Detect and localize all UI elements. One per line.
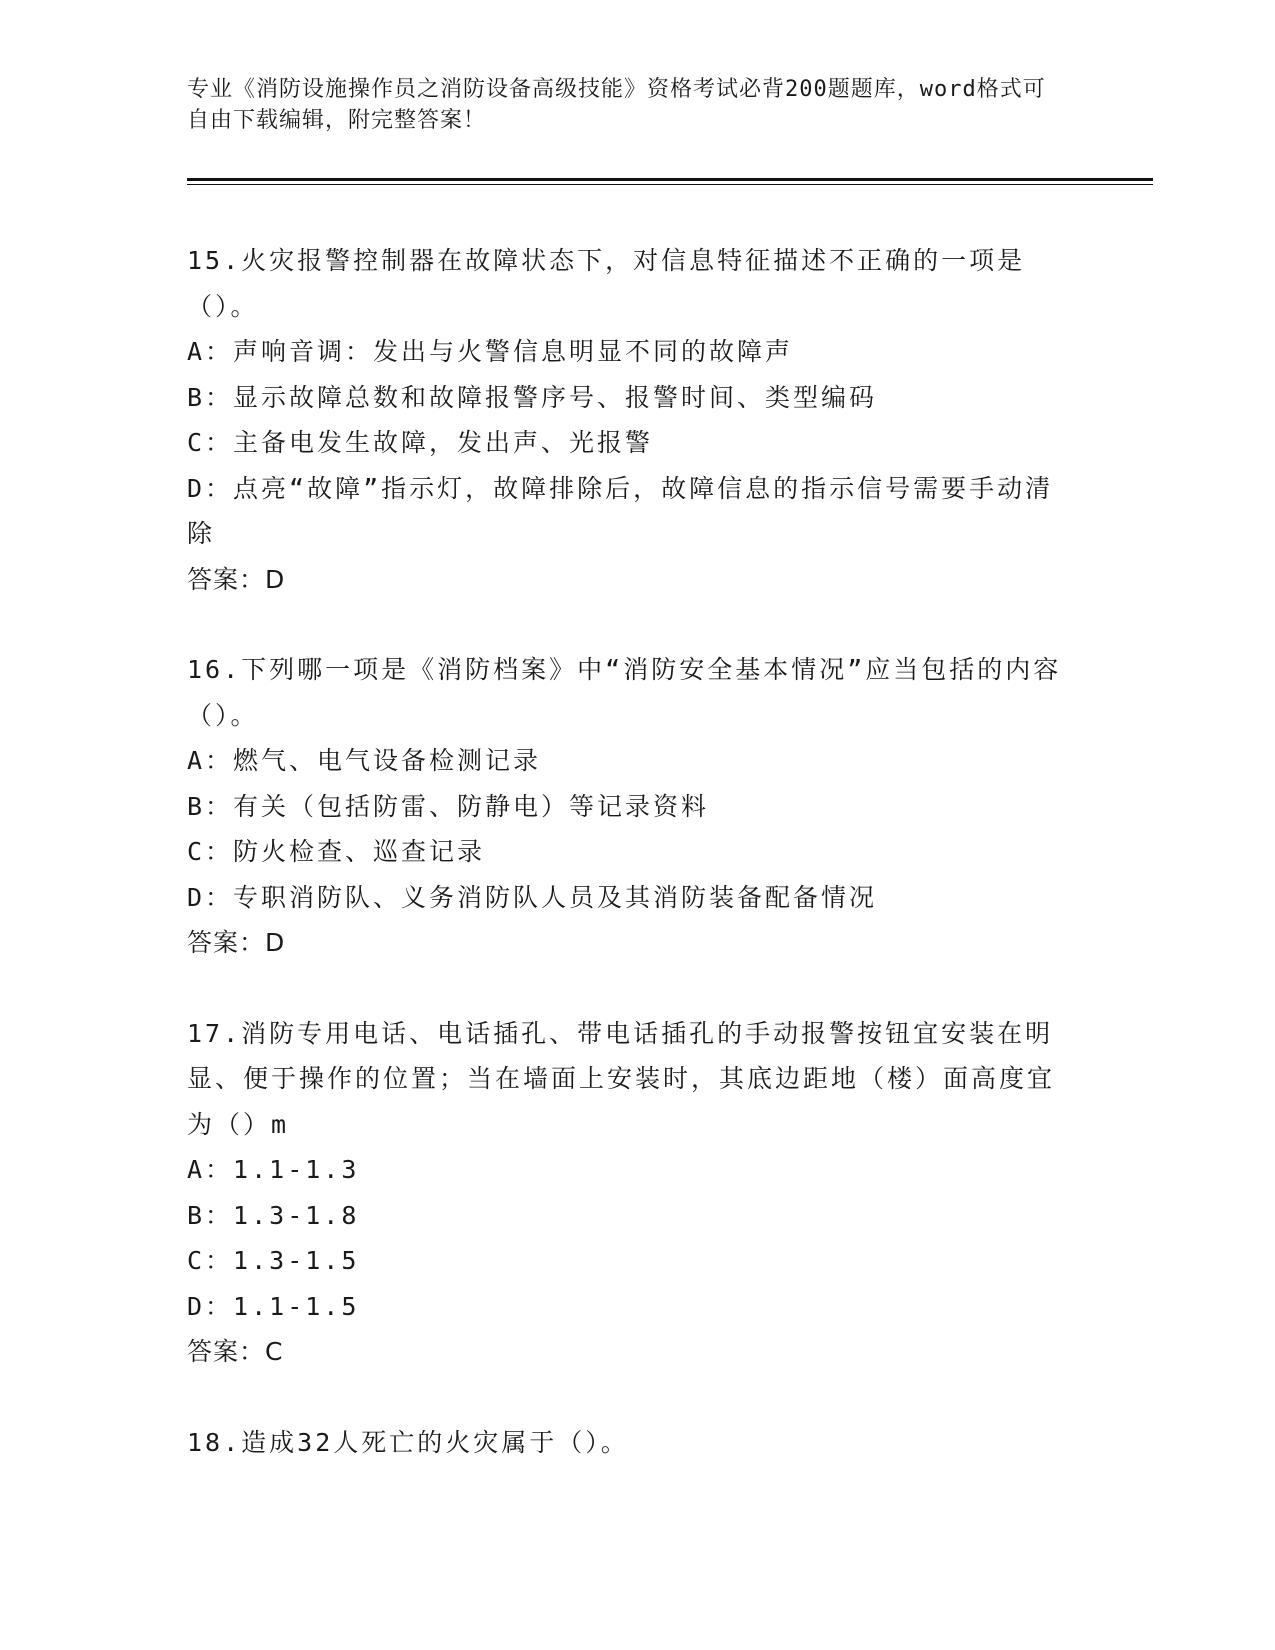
option-d: D：1.1-1.5 — [187, 1291, 360, 1321]
question-text: 16.下列哪一项是《消防档案》中“消防安全基本情况”应当包括的内容（）。 — [187, 655, 1062, 730]
question-15 — [187, 238, 1077, 602]
header-divider-thick — [187, 178, 1153, 181]
question-text: 15.火灾报警控制器在故障状态下，对信息特征描述不正确的一项是（）。 — [187, 246, 1026, 321]
option-b: B：有关（包括防雷、防静电）等记录资料 — [187, 791, 710, 821]
document-header: 专业《消防设施操作员之消防设备高级技能》资格考试必背200题题库，word格式可自由下载编辑，附完整答案！ — [187, 77, 1046, 133]
question-text: 18.造成32人死亡的火灾属于（）。 — [187, 1427, 629, 1457]
question-text: 17.消防专用电话、电话插孔、带电话插孔的手动报警按钮宜安装在明显、便于操作的位置；当在墙面上安装时，其底边距地（楼）面高度宜为（）m — [187, 1018, 1056, 1139]
question-18 — [187, 1420, 1077, 1466]
answer: 答案：D — [187, 564, 286, 594]
option-b: B：显示故障总数和故障报警序号、报警时间、类型编码 — [187, 382, 878, 412]
option-a: A：燃气、电气设备检测记录 — [187, 746, 542, 775]
answer: 答案：C — [187, 1337, 284, 1366]
question-17 — [187, 1011, 1077, 1375]
option-b: B：1.3-1.8 — [187, 1200, 360, 1230]
option-c: C：防火检查、巡查记录 — [187, 837, 486, 866]
answer: 答案：D — [187, 928, 286, 957]
option-d: D：点亮“故障”指示灯，故障排除后，故障信息的指示信号需要手动清除 — [187, 473, 1054, 548]
option-c: C：主备电发生故障，发出声、光报警 — [187, 428, 654, 457]
question-list — [187, 238, 1077, 1510]
option-a: A：1.1-1.3 — [187, 1155, 360, 1184]
header-divider-thin — [187, 184, 1153, 185]
option-c: C：1.3-1.5 — [187, 1246, 360, 1275]
question-16 — [187, 647, 1077, 966]
option-d: D：专职消防队、义务消防队人员及其消防装备配备情况 — [187, 882, 878, 912]
option-a: A：声响音调：发出与火警信息明显不同的故障声 — [187, 337, 794, 366]
